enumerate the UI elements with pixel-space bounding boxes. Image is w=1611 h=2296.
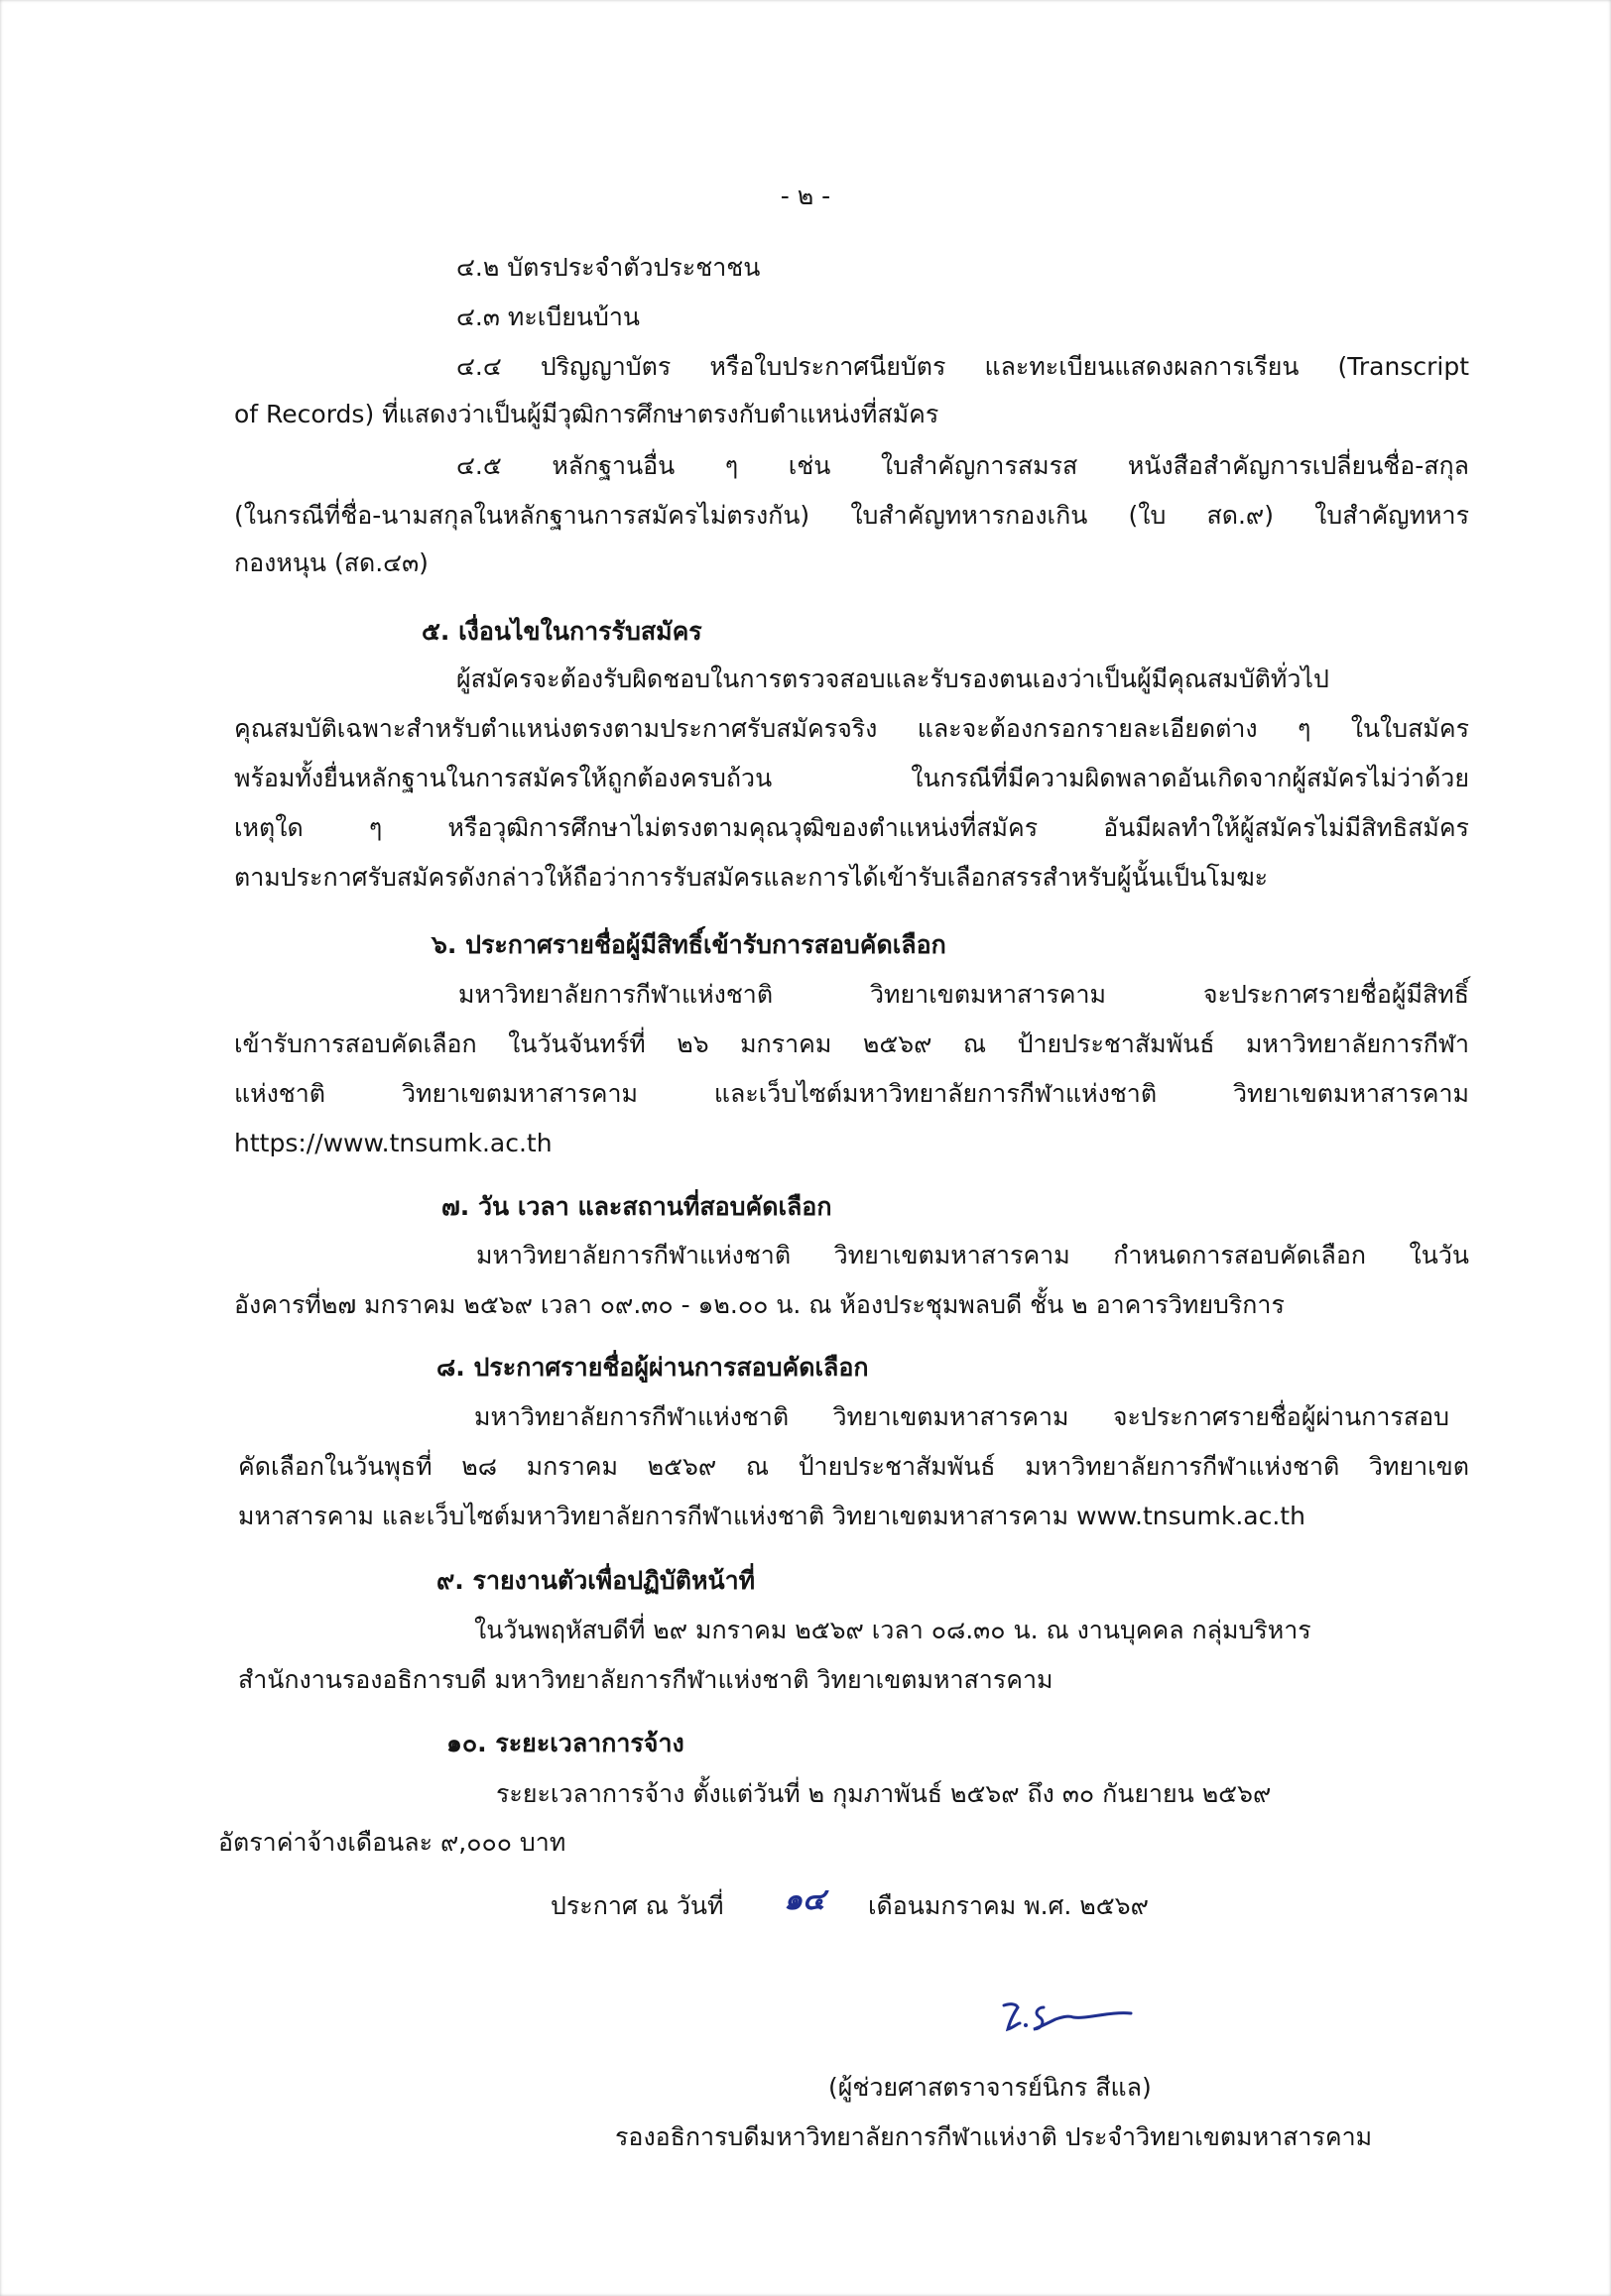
doc-item-4-5-line-3: กองหนุน (สด.๔๓) bbox=[234, 548, 429, 577]
doc-item-4-3: ๔.๓ ทะเบียนบ้าน bbox=[456, 302, 640, 331]
section-6-line-2: เข้ารับการสอบคัดเลือก ในวันจันทร์ที่ ๒๖ มกราคม ๒๕๖๙ ณ ป้ายประชาสัมพันธ์ มหาวิทยาลัยการกีฬา bbox=[234, 1029, 1469, 1058]
section-9-line-2: สำนักงานรองอธิการบดี มหาวิทยาลัยการกีฬาแห่งชาติ วิทยาเขตมหาสารคาม bbox=[238, 1665, 1053, 1694]
section-8-line-2: คัดเลือกในวันพุธที่ ๒๘ มกราคม ๒๕๖๙ ณ ป้ายประชาสัมพันธ์ มหาวิทยาลัยการกีฬาแห่งชาติ วิทยาเขต bbox=[238, 1452, 1469, 1481]
section-8-line-3: มหาสารคาม และเว็บไซต์มหาวิทยาลัยการกีฬาแห่งชาติ วิทยาเขตมหาสารคาม www.tnsumk.ac.th bbox=[238, 1502, 1305, 1530]
section-5-line-4: เหตุใด ๆ หรือวุฒิการศึกษาไม่ตรงตามคุณวุฒิของตำแหน่งที่สมัคร อันมีผลทำให้ผู้สมัครไม่มีสิทธิสมัคร bbox=[234, 813, 1469, 842]
section-7-heading: ๗. วัน เวลา และสถานที่สอบคัดเลือก bbox=[441, 1192, 832, 1221]
doc-item-4-2: ๔.๒ บัตรประจำตัวประชาชน bbox=[456, 253, 761, 282]
announce-suffix: เดือนมกราคม พ.ศ. ๒๕๖๙ bbox=[868, 1891, 1149, 1920]
section-5-line-5: ตามประกาศรับสมัครดังกล่าวให้ถือว่าการรับสมัครและการได้เข้ารับเลือกสรรสำหรับผู้นั้นเป็นโมฆะ bbox=[234, 863, 1269, 892]
doc-item-4-4-line-2: of Records) ที่แสดงว่าเป็นผู้มีวุฒิการศึกษาตรงกับตำแหน่งที่สมัคร bbox=[234, 400, 939, 428]
handwritten-signature bbox=[992, 1994, 1141, 2043]
section-5-line-3: พร้อมทั้งยื่นหลักฐานในการสมัครให้ถูกต้องครบถ้วน ในกรณีที่มีความผิดพลาดอันเกิดจากผู้สมัครไม่ว่าด้วย bbox=[234, 764, 1469, 792]
section-8-line-1: มหาวิทยาลัยการกีฬาแห่งชาติ วิทยาเขตมหาสารคาม จะประกาศรายชื่อผู้ผ่านการสอบ bbox=[474, 1402, 1449, 1431]
announce-day-handwritten: ๑๔ bbox=[784, 1882, 825, 1917]
section-9-line-1: ในวันพฤหัสบดีที่ ๒๙ มกราคม ๒๕๖๙ เวลา ๐๘.๓๐ น. ณ งานบุคคล กลุ่มบริหาร bbox=[474, 1616, 1311, 1644]
section-6-line-3: แห่งชาติ วิทยาเขตมหาสารคาม และเว็บไซต์มหาวิทยาลัยการกีฬาแห่งชาติ วิทยาเขตมหาสารคาม bbox=[234, 1079, 1469, 1108]
section-7-line-1: มหาวิทยาลัยการกีฬาแห่งชาติ วิทยาเขตมหาสารคาม กำหนดการสอบคัดเลือก ในวัน bbox=[476, 1241, 1469, 1269]
section-7-line-2: อังคารที่๒๗ มกราคม ๒๕๖๙ เวลา ๐๙.๓๐ - ๑๒.๐๐ น. ณ ห้องประชุมพลบดี ชั้น ๒ อาคารวิทยบริการ bbox=[234, 1290, 1285, 1319]
section-10-line-2: อัตราค่าจ้างเดือนละ ๙,๐๐๐ บาท bbox=[218, 1828, 566, 1857]
section-6-url: https://www.tnsumk.ac.th bbox=[234, 1129, 553, 1157]
page-number: - ๒ - bbox=[780, 181, 831, 210]
doc-item-4-5-line-1: ๔.๕ หลักฐานอื่น ๆ เช่น ใบสำคัญการสมรส หนังสือสำคัญการเปลี่ยนชื่อ-สกุล bbox=[456, 451, 1469, 480]
section-5-heading: ๕. เงื่อนไขในการรับสมัคร bbox=[422, 617, 702, 646]
section-8-heading: ๘. ประกาศรายชื่อผู้ผ่านการสอบคัดเลือก bbox=[436, 1353, 869, 1382]
section-5-line-1: ผู้สมัครจะต้องรับผิดชอบในการตรวจสอบและรับรองตนเองว่าเป็นผู้มีคุณสมบัติทั่วไป bbox=[456, 665, 1329, 693]
section-6-line-1: มหาวิทยาลัยการกีฬาแห่งชาติ วิทยาเขตมหาสารคาม จะประกาศรายชื่อผู้มีสิทธิ์ bbox=[458, 980, 1469, 1009]
section-9-heading: ๙. รายงานตัวเพื่อปฏิบัติหน้าที่ bbox=[436, 1566, 756, 1595]
section-6-heading: ๖. ประกาศรายชื่อผู้มีสิทธิ์เข้ารับการสอบคัดเลือก bbox=[432, 930, 946, 959]
signatory-position: รองอธิการบดีมหาวิทยาลัยการกีฬาแห่งาติ ประจำวิทยาเขตมหาสารคาม bbox=[615, 2122, 1373, 2151]
section-10-heading: ๑๐. ระยะเวลาการจ้าง bbox=[446, 1729, 684, 1757]
section-5-line-2: คุณสมบัติเฉพาะสำหรับตำแหน่งตรงตามประกาศรับสมัครจริง และจะต้องกรอกรายละเอียดต่าง ๆ ในใบสมัคร bbox=[234, 714, 1469, 743]
signatory-name: (ผู้ช่วยศาสตราจารย์นิกร สีแล) bbox=[828, 2073, 1152, 2102]
announce-prefix: ประกาศ ณ วันที่ bbox=[551, 1891, 724, 1920]
section-10-line-1: ระยะเวลาการจ้าง ตั้งแต่วันที่ ๒ กุมภาพันธ์ ๒๕๖๙ ถึง ๓๐ กันยายน ๒๕๖๙ bbox=[496, 1779, 1272, 1808]
doc-item-4-5-line-2: (ในกรณีที่ชื่อ-นามสกุลในหลักฐานการสมัครไม่ตรงกัน) ใบสำคัญทหารกองเกิน (ใบ สด.๙) ใบสำคัญทหาร bbox=[234, 501, 1469, 530]
doc-item-4-4-line-1: ๔.๔ ปริญญาบัตร หรือใบประกาศนียบัตร และทะเบียนแสดงผลการเรียน (Transcript bbox=[456, 352, 1469, 381]
